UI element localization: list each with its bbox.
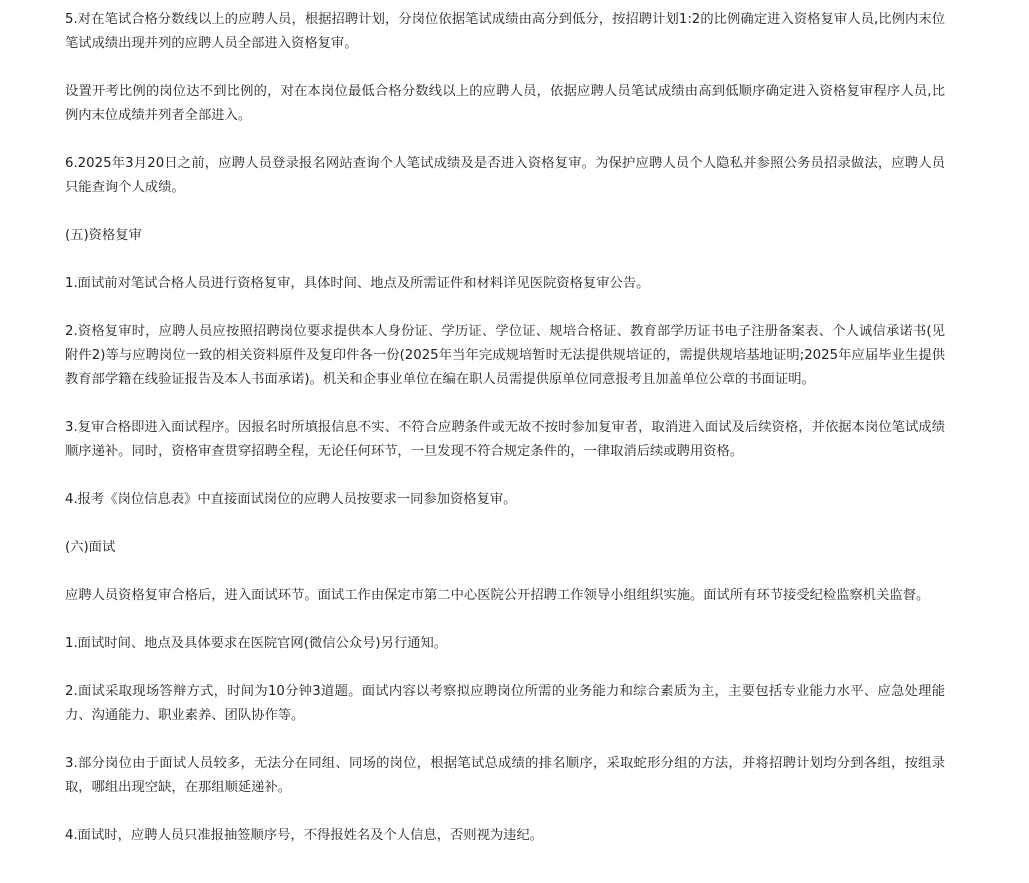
para-written-test-5: 5.对在笔试合格分数线以上的应聘人员，根据招聘计划，分岗位依据笔试成绩由高分到低分，按招聘计划1:2的比例确定进入资格复审人员,比例内末位笔试成绩出现并列的应聘人员全部进入资格复审。 [65, 12, 945, 51]
section-heading-interview: (六)面试 [65, 540, 116, 555]
para-interview-3: 3.部分岗位由于面试人员较多，无法分在同组、同场的岗位，根据笔试总成绩的排名顺序，采取蛇形分组的方法，并将招聘计划均分到各组，按组录取，哪组出现空缺，在那组顺延递补。 [65, 756, 945, 795]
para-review-4: 4.报考《岗位信息表》中直接面试岗位的应聘人员按要求一同参加资格复审。 [65, 492, 517, 507]
para-interview-intro: 应聘人员资格复审合格后，进入面试环节。面试工作由保定市第二中心医院公开招聘工作领导小组组织实施。面试所有环节接受纪检监察机关监督。 [65, 588, 930, 603]
para-interview-1: 1.面试时间、地点及具体要求在医院官网(微信公众号)另行通知。 [65, 636, 448, 651]
para-interview-4: 4.面试时，应聘人员只准报抽签顺序号，不得报姓名及个人信息，否则视为违纪。 [65, 828, 544, 843]
para-review-3: 3.复审合格即进入面试程序。因报名时所填报信息不实、不符合应聘条件或无故不按时参加复审者，取消进入面试及后续资格，并依据本岗位笔试成绩顺序递补。同时，资格审查贯穿招聘全程，无论任何环节，一旦发现不符合规定条件的，一律取消后续或聘用资格。 [65, 420, 945, 459]
para-review-1: 1.面试前对笔试合格人员进行资格复审，具体时间、地点及所需证件和材料详见医院资格复审公告。 [65, 276, 650, 291]
para-ratio-not-met: 设置开考比例的岗位达不到比例的，对在本岗位最低合格分数线以上的应聘人员，依据应聘人员笔试成绩由高到低顺序确定进入资格复审程序人员,比例内末位成绩并列者全部进入。 [65, 84, 945, 123]
article-body [65, 8, 945, 872]
para-interview-2: 2.面试采取现场答辩方式，时间为10分钟3道题。面试内容以考察拟应聘岗位所需的业务能力和综合素质为主，主要包括专业能力水平、应急处理能力、沟通能力、职业素养、团队协作等。 [65, 684, 945, 723]
para-review-2: 2.资格复审时，应聘人员应按照招聘岗位要求提供本人身份证、学历证、学位证、规培合格证、教育部学历证书电子注册备案表、个人诚信承诺书(见附件2)等与应聘岗位一致的相关资料原件及复印件各一份(2025年当年完成规培暂时无法提供规培证的，需提供规培基地证明;2025年应届毕业生提供教育部学籍在线验证报告及本人书面承诺)。机关和企事业单位在编在职人员需提供原单位同意报考且加盖单位公章的书面证明。 [65, 324, 945, 387]
section-heading-qualification-review: (五)资格复审 [65, 228, 142, 243]
para-written-test-6: 6.2025年3月20日之前，应聘人员登录报名网站查询个人笔试成绩及是否进入资格复审。为保护应聘人员个人隐私并参照公务员招录做法，应聘人员只能查询个人成绩。 [65, 156, 945, 195]
